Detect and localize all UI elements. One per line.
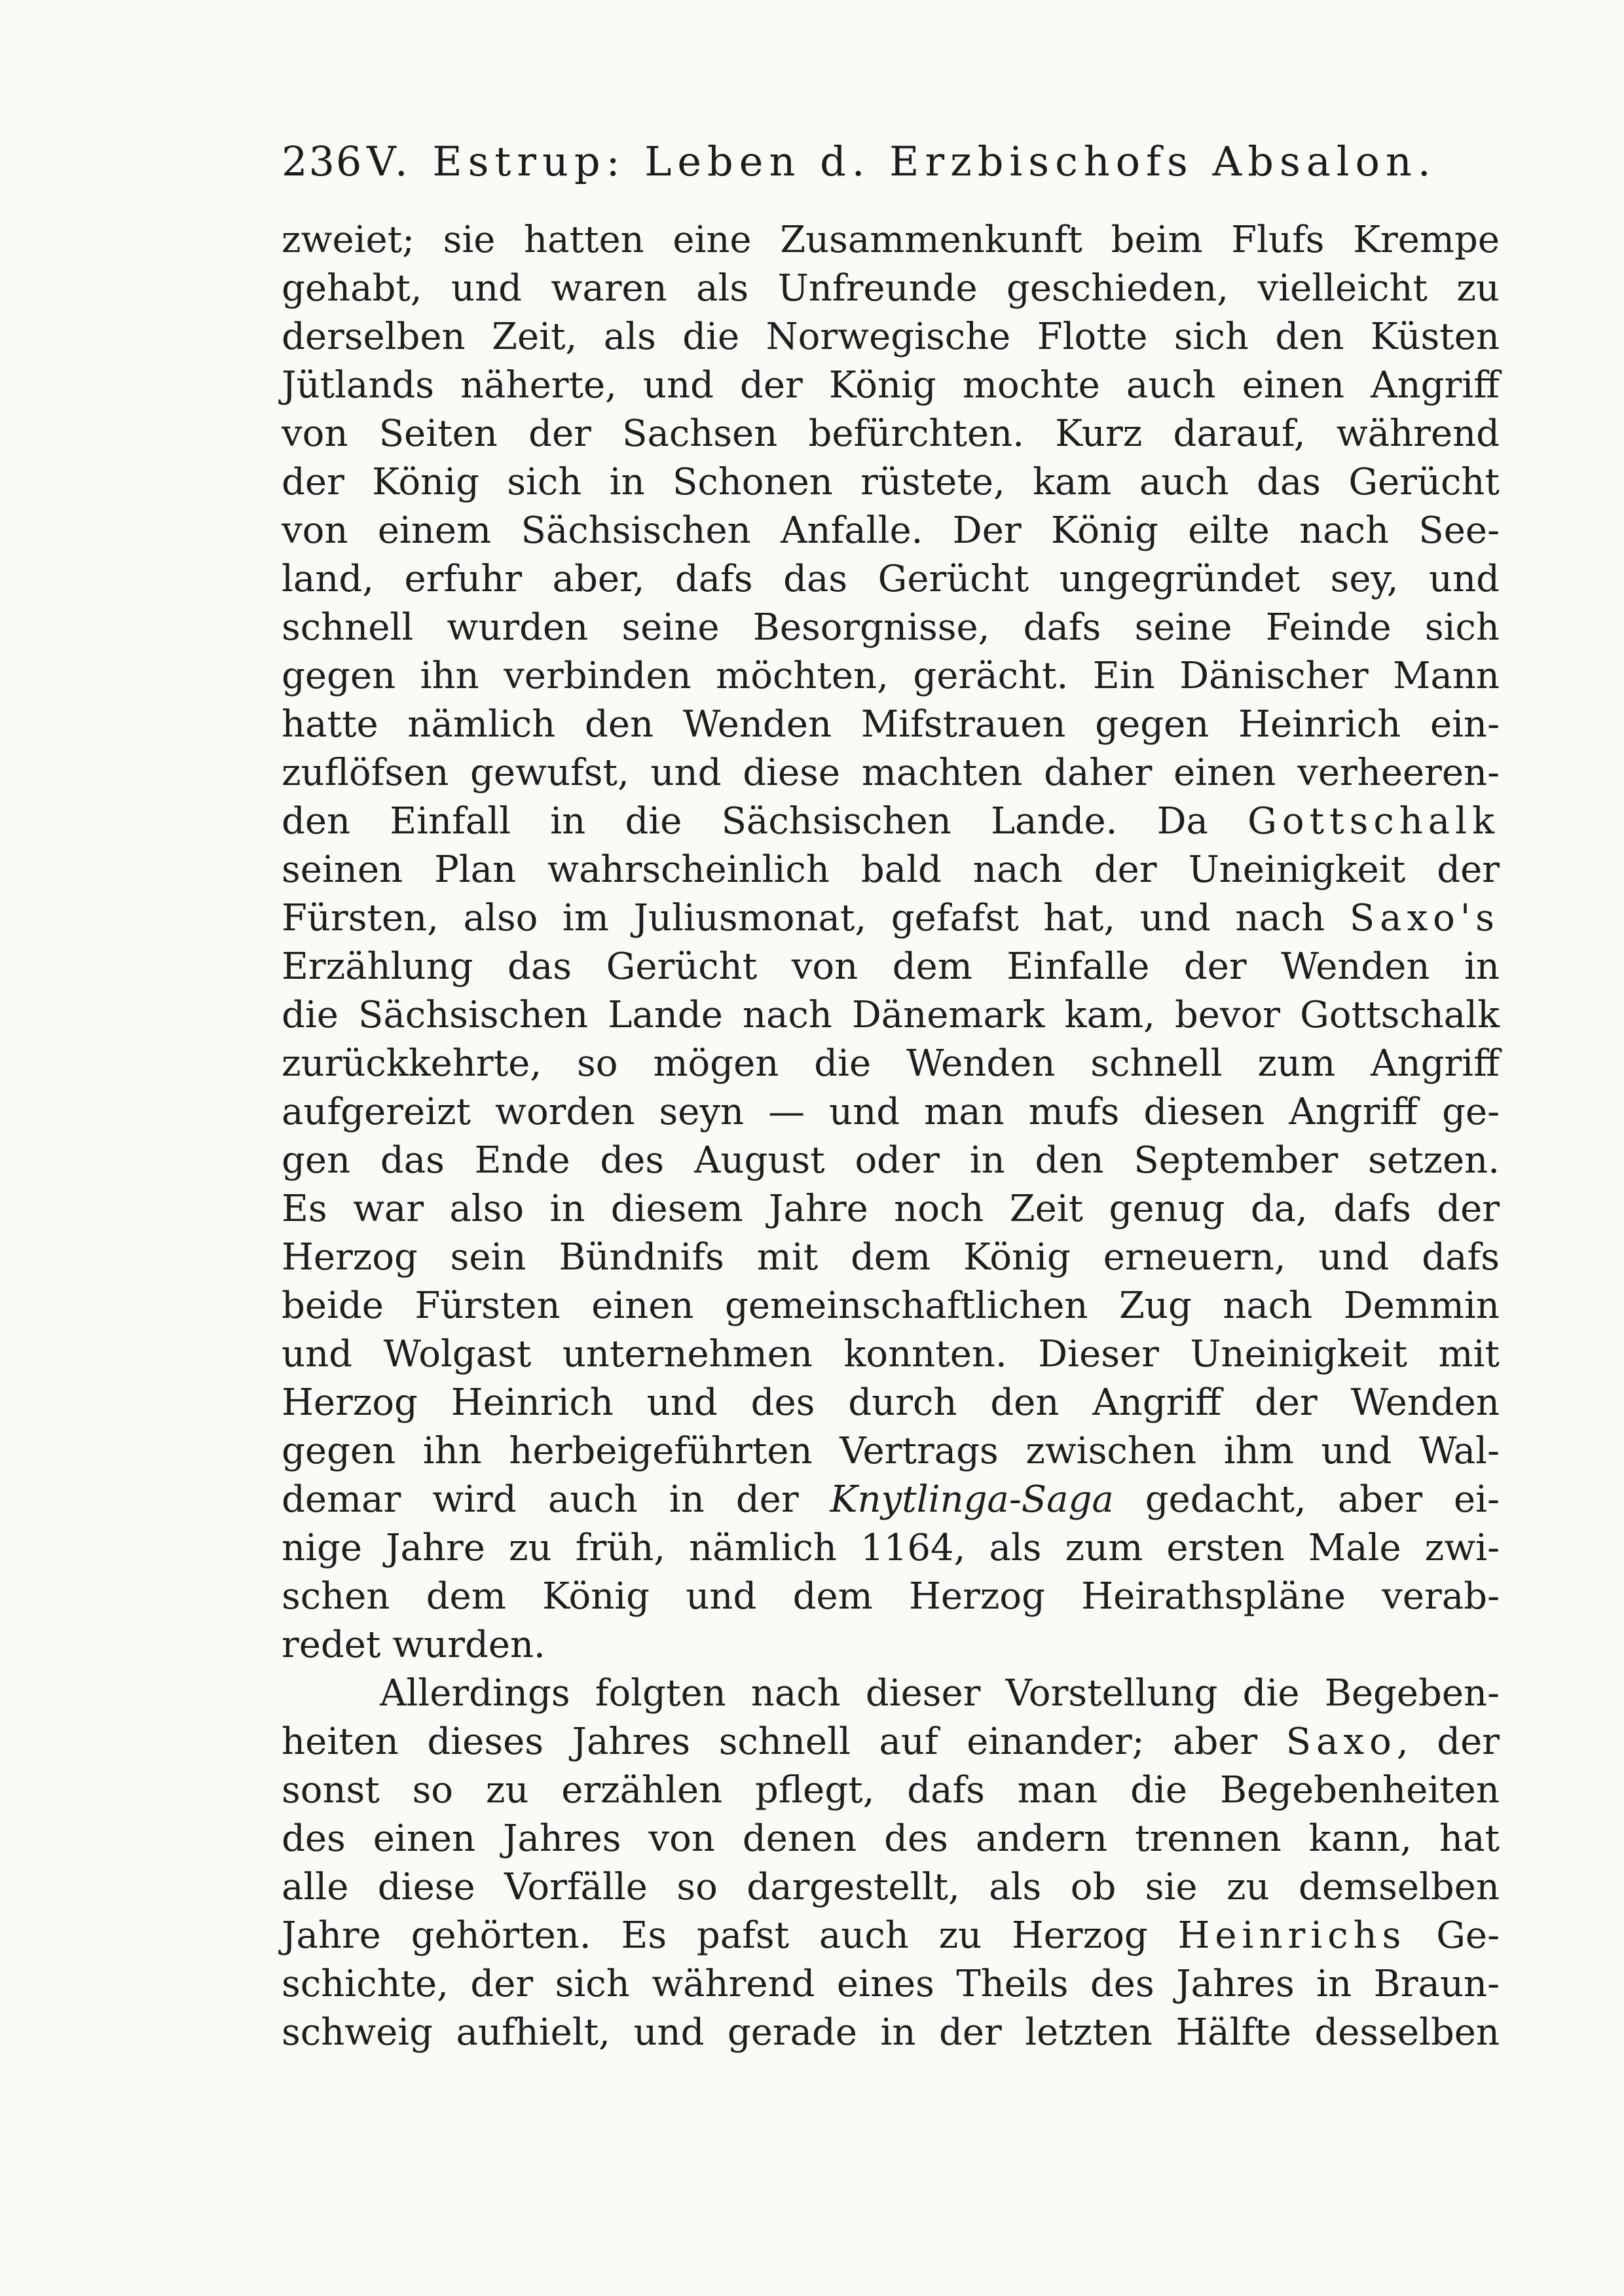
text-line: seinen Plan wahrscheinlich bald nach der Uneinigkeit der <box>282 848 1500 891</box>
text-segment: demar wird auch in der <box>282 1478 830 1521</box>
text-line: beide Fürsten einen gemeinschaftlichen Zug nach Demmin <box>282 1285 1500 1327</box>
text-line: von Seiten der Sachsen befürchten. Kurz darauf, während <box>282 412 1500 455</box>
text-line: schichte, der sich während eines Theils des Jahres in Braun- <box>282 1963 1500 2005</box>
text-line: Allerdings folgten nach dieser Vorstellung die Begeben- <box>380 1672 1500 1715</box>
italic-title: Knytlinga-Saga <box>830 1478 1114 1521</box>
text-line: schen dem König und dem Herzog Heirathspläne verab- <box>282 1575 1500 1618</box>
text-line: von einem Sächsischen Anfalle. Der König eilte nach See- <box>282 509 1500 552</box>
text-line: zweiet; sie hatten eine Zusammenkunft beim Flufs Krempe <box>282 219 1500 261</box>
running-header <box>282 137 1513 210</box>
text-line: zuflöfsen gewufst, und diese machten daher einen verheeren- <box>282 752 1500 794</box>
text-line: Herzog sein Bündnifs mit dem König erneuern, und dafs <box>282 1236 1500 1279</box>
text-line: derselben Zeit, als die Norwegische Flotte sich den Küsten <box>282 316 1500 358</box>
spaced-name: Heinrichs <box>1177 1914 1407 1957</box>
text-segment: Jahre gehörten. Es pafst auch zu Herzog <box>282 1914 1178 1957</box>
spaced-name: Saxo's <box>1349 897 1500 939</box>
text-line <box>282 1718 1500 1766</box>
text-line: Jütlands näherte, und der König mochte auch einen Angriff <box>282 364 1500 407</box>
text-segment: den Einfall in die Sächsischen Lande. Da <box>282 800 1248 843</box>
text-line: aufgereizt worden seyn — und man mufs diesen Angriff ge- <box>282 1091 1500 1133</box>
text-segment: , der <box>1396 1721 1500 1763</box>
text-line: gegen ihn verbinden möchten, gerächt. Ein Dänischer Mann <box>282 655 1500 697</box>
text-segment: heiten dieses Jahres schnell auf einander; aber <box>282 1721 1286 1763</box>
running-title: V. Estrup: Leben d. Erzbischofs Absalon. <box>367 137 1437 185</box>
text-line: und Wolgast unternehmen konnten. Dieser Uneinigkeit mit <box>282 1333 1500 1376</box>
text-line: zurückkehrte, so mögen die Wenden schnell zum Angriff <box>282 1042 1500 1085</box>
text-line: die Sächsischen Lande nach Dänemark kam, bevor Gottschalk <box>282 994 1500 1036</box>
text-line <box>282 1476 1500 1524</box>
text-segment: Ge- <box>1406 1914 1500 1957</box>
body-text <box>282 216 1500 2057</box>
text-line: redet wurden. <box>282 1624 545 1666</box>
text-line: Herzog Heinrich und des durch den Angriff der Wenden <box>282 1381 1500 1424</box>
text-line: sonst so zu erzählen pflegt, dafs man die Begebenheiten <box>282 1769 1500 1812</box>
text-line: schnell wurden seine Besorgnisse, dafs seine Feinde sich <box>282 606 1500 649</box>
text-line <box>282 894 1500 943</box>
text-line: gen das Ende des August oder in den September setzen. <box>282 1139 1500 1182</box>
spaced-name: Gottschalk <box>1247 800 1500 843</box>
text-line: des einen Jahres von denen des andern trennen kann, hat <box>282 1817 1500 1860</box>
page-number: 236 <box>282 137 363 185</box>
text-line: gegen ihn herbeigeführten Vertrags zwischen ihm und Wal- <box>282 1430 1500 1472</box>
text-line: land, erfuhr aber, dafs das Gerücht ungegründet sey, und <box>282 558 1500 600</box>
text-line <box>282 797 1500 846</box>
spaced-name: Saxo <box>1285 1721 1397 1763</box>
text-line: gehabt, und waren als Unfreunde geschieden, vielleicht zu <box>282 267 1500 310</box>
text-line: nige Jahre zu früh, nämlich 1164, als zum ersten Male zwi- <box>282 1527 1500 1569</box>
text-line: hatte nämlich den Wenden Mifstrauen gegen Heinrich ein- <box>282 703 1500 746</box>
text-line: der König sich in Schonen rüstete, kam auch das Gerücht <box>282 461 1500 503</box>
text-line: Es war also in diesem Jahre noch Zeit genug da, dafs der <box>282 1188 1500 1230</box>
text-line: schweig aufhielt, und gerade in der letzten Hälfte desselben <box>282 2011 1500 2054</box>
text-segment: gedacht, aber ei- <box>1113 1478 1500 1521</box>
text-line: alle diese Vorfälle so dargestellt, als ob sie zu demselben <box>282 1866 1500 1908</box>
text-line: Erzählung das Gerücht von dem Einfalle der Wenden in <box>282 945 1500 988</box>
text-line <box>282 1912 1500 1960</box>
text-segment: Fürsten, also im Juliusmonat, gefafst hat, und nach <box>282 897 1350 939</box>
